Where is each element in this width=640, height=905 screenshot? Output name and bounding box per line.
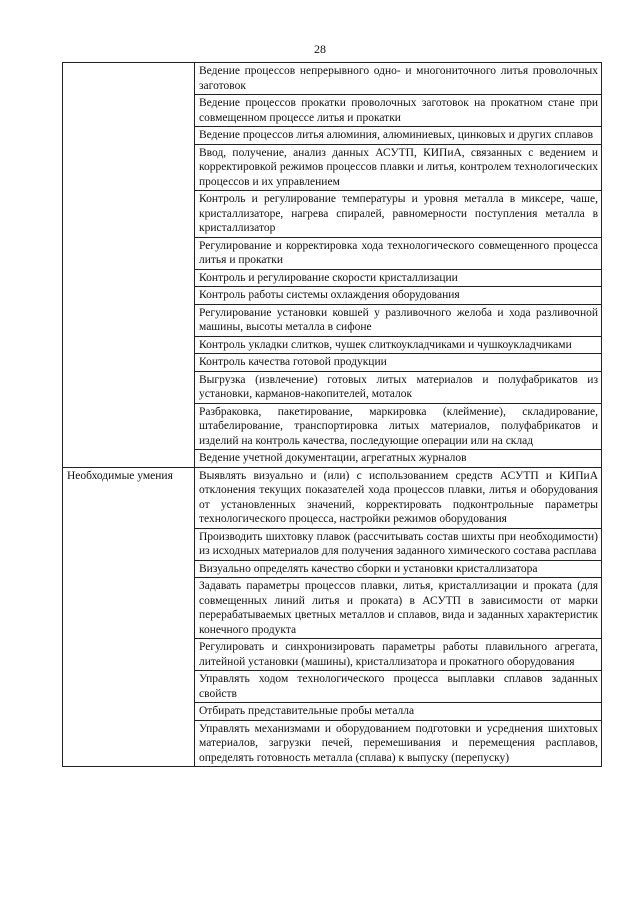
requirement-item: Ведение процессов непрерывного одно- и многониточного литья проволочных заготовок [195,63,602,95]
table-row [63,467,602,528]
requirement-item: Производить шихтовку плавок (рассчитывать состав шихты при необходимости) из исходных материалов для получения заданного химического состава расплава [195,528,602,560]
requirement-item: Контроль и регулирование температуры и уровня металла в миксере, чаше, кристаллизаторе, нагрева спиралей, равномерности поступления металла в кристаллизатор [195,191,602,238]
requirement-item: Регулирование и корректировка хода технологического совмещенного процесса литья и прокатки [195,237,602,269]
requirement-item: Визуально определять качество сборки и установки кристаллизатора [195,560,602,578]
section-label-empty [63,63,195,468]
requirement-item: Управлять ходом технологического процесса выплавки сплавов заданных свойств [195,671,602,703]
requirement-item: Ведение процессов прокатки проволочных заготовок на прокатном стане при совмещенном процессе литья и прокатки [195,95,602,127]
requirement-item: Контроль и регулирование скорости кристаллизации [195,269,602,287]
requirement-item: Управлять механизмами и оборудованием подготовки и усреднения шихтовых материалов, загрузки печей, перемешивания и перемещения расплавов, определять готовность металла (сплава) к выпуску (перепуску) [195,720,602,767]
table-body [63,63,602,767]
requirement-item: Контроль качества готовой продукции [195,354,602,372]
requirement-item: Ведение учетной документации, агрегатных журналов [195,450,602,468]
page-number: 28 [314,42,326,56]
table-row [63,63,602,95]
section-label-required-skills: Необходимые умения [63,467,195,767]
requirement-item: Регулировать и синхронизировать параметры работы плавильного агрегата, литейной установки (машины), кристаллизатора и прокатного оборудования [195,639,602,671]
requirement-item: Ведение процессов литья алюминия, алюминиевых, цинковых и других сплавов [195,127,602,145]
requirement-item: Контроль укладки слитков, чушек слиткоукладчиками и чушкоукладчиками [195,336,602,354]
requirement-item: Выявлять визуально и (или) с использованием средств АСУТП и КИПиА отклонения текущих показателей хода процессов плавки, литья и оборудования от установленных значений, корректировать подконтрольные параметры технологического процесса, настройки режимов оборудования [195,467,602,528]
requirement-item: Регулирование установки ковшей у разливочного желоба и хода разливочной машины, высоты металла в сифоне [195,304,602,336]
requirement-item: Задавать параметры процессов плавки, литья, кристаллизации и проката (для совмещенных линий литья и проката) в АСУТП в зависимости от марки перерабатываемых цветных металлов и сплавов, вида и заданных характеристик конечного продукта [195,578,602,639]
competency-table [62,62,602,767]
requirement-item: Разбраковка, пакетирование, маркировка (клеймение), складирование, штабелирование, транспортировка литых материалов, полуфабрикатов и изделий на контроль качества, последующие операции или на склад [195,403,602,450]
requirement-item: Выгрузка (извлечение) готовых литых материалов и полуфабрикатов из установки, карманов-накопителей, моталок [195,371,602,403]
requirement-item: Ввод, получение, анализ данных АСУТП, КИПиА, связанных с ведением и корректировкой режимов процессов плавки и литья, контролем технологических процессов и их управлением [195,144,602,191]
requirement-item: Контроль работы системы охлаждения оборудования [195,287,602,305]
requirement-item: Отбирать представительные пробы металла [195,703,602,721]
